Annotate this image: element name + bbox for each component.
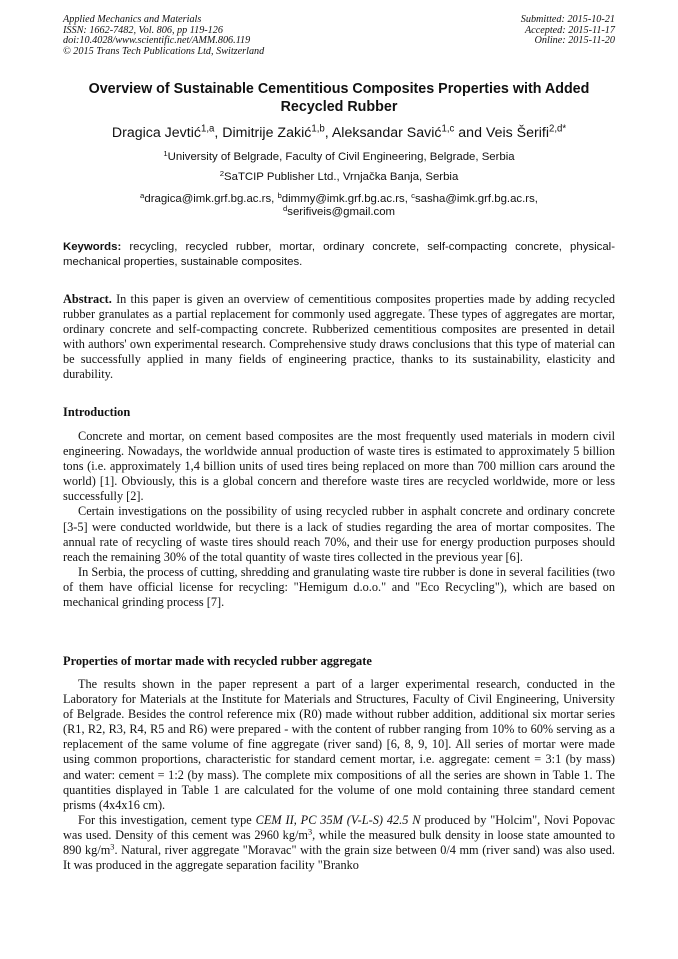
affiliation-1: $^1$University of Belgrade, Faculty of Civil Engineering, Belgrade, Serbia [163,148,515,163]
abstract [63,292,615,383]
journal-doi: doi:10.4028/www.scientific.net/AMM.806.119 [63,35,251,47]
keywords-text: recycling, recycled rubber, mortar, ordinary concrete, self-compacting concrete, physical-mechanical properties, sustainable composites. [63,241,615,268]
date-submitted: Submitted: 2015-10-21 [520,14,615,25]
publication-dates [521,15,615,47]
abstract-text: In this paper is given an overview of cementitious composites properties made by adding recycled rubber granulates as a partial replacement for commonly used aggregate. These types of aggregates are mortar, ordinary concrete and self-compacting concrete. Rubberized cementitious composites are presented in detail with authors' own experimental research. Comprehensive study draws conclusions that this type of material can be successfully applied in many fields of engineering practice, thanks to its sustainability, elasticity and durability. [63,292,615,382]
properties-body [63,677,615,873]
cement-type: CEM II, PC 35M (V-L-S) 42.5 N [255,812,421,827]
section-heading-introduction: Introduction [63,405,131,419]
email-link[interactable]: sasha@imk.grf.bg.ac.rs, [414,193,538,205]
paper-title: Overview of Sustainable Cementitious Composites Properties with Added Recycled Rubber [88,81,590,115]
date-accepted: Accepted: 2015-11-17 [524,24,615,36]
journal-copyright: © 2015 Trans Tech Publications Ltd, Switzerland [63,45,265,57]
author: Aleksandar Savić [331,125,442,141]
email-link[interactable]: serifiveis@gmail.com [287,206,396,218]
section-heading-properties: Properties of mortar made with recycled rubber aggregate [63,654,372,668]
keywords [63,240,615,269]
journal-issn: ISSN: 1662-7482, Vol. 806, pp 119-126 [63,24,223,36]
paragraph: In Serbia, the process of cutting, shredding and granulating waste tire rubber is done in several facilities (two of them have official license for recycling: "Hemigum d.o.o." and "Eco Recycling"), which are based on mechanical grinding process [7]. [63,564,615,610]
email-line-1: $^a$dragica@imk.grf.bg.ac.rs, $^b$dimmy@imk.grf.bg.ac.rs, $^c$sasha@imk.grf.bg.ac.rs, [140,190,538,205]
affiliation-2: $^2$SaTCIP Publisher Ltd., Vrnjačka Banja, Serbia [219,168,459,183]
date-online: Online: 2015-11-20 [534,35,615,47]
paragraph: Concrete and mortar, on cement based composites are the most frequently used materials in modern civil engineering. Nowadays, the worldwide annual production of waste tires is estimated to approximately 5 billion tons (i.e. approximately 1,4 billion units of used tires being replaced on more than 700 million cars around the world) [1]. Obviously, this is a global concern and therefore waste tires are recycled worldwide, more or less successfully [2]. [63,429,615,504]
author: Dragica Jevtić [111,125,201,141]
paragraph: For this investigation, cement type CEM II, PC 35M (V-L-S) 42.5 N produced by "Holcim", Novi Popovac was used. Density of this cement was 2960 $kg/m^3$, while the measured bulk density in loose state amounted to 890 $kg/m^3$. Natural, river aggregate "Moravac" with the grain size between 0/4 mm (river sand) was also used. It was produced in the aggregate separation facility "Branko [63,812,615,873]
author: Veis Šerifi [485,125,549,141]
abstract-label: Abstract. [63,292,112,306]
author-list: Dragica Jevtić$^{1,a}$, Dimitrije Zakić$^{1,b}$, Aleksandar Savić$^{1,c}$ and Veis Šerifi$^{2,d*}$ [111,123,567,141]
email-link[interactable]: dragica@imk.grf.bg.ac.rs, [144,193,278,205]
author: Dimitrije Zakić [222,125,312,141]
journal-info [63,15,264,57]
email-line-2: $^d$serifiveis@gmail.com [282,203,396,218]
email-link[interactable]: dimmy@imk.grf.bg.ac.rs, [281,193,412,205]
paragraph: Certain investigations on the possibility of using recycled rubber in asphalt concrete and ordinary concrete [3-5] were conducted worldwide, but there is a lack of studies regarding the area of mortar composites. The annual rate of recycling of waste tires should reach 70%, and their use for energy production purposes should reach the remaining 30% of the total quantity of waste tires collected in the previous year [6]. [63,504,615,564]
journal-name: Applied Mechanics and Materials [63,14,202,25]
paragraph: The results shown in the paper represent a part of a larger experimental research, conducted in the Laboratory for Materials at the Institute for Materials and Structures, Faculty of Civil Engineering, University of Belgrade. Besides the control reference mix (R0) made without rubber addition, additional six mortar series (R1, R2, R3, R4, R5 and R6) were prepared - with the content of rubber ranging from 10% to 60% serving as a replacement of the same volume of fine aggregate (river sand) [6, 8, 9, 10]. All series of mortar were made using common proportions, characteristic for standard cement mortar, i.e. aggregate: cement = 3:1 (by mass) and water: cement = 1:2 (by mass). The complete mix compositions of all the series are shown in Table 1. The quantities displayed in Table 1 are calculated for the volume of one mold containing three standard cement prisms (4x4x16 cm). [63,677,615,812]
introduction-body [63,429,615,610]
keywords-label: Keywords: [63,241,122,253]
